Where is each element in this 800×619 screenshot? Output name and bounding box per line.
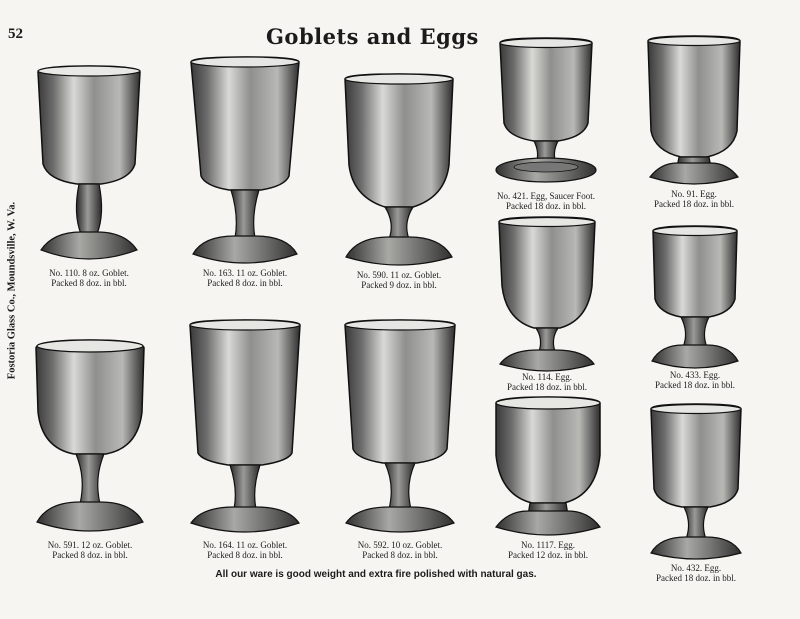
page-number: 52 <box>8 26 23 42</box>
caption-line2: Packed 9 doz. in bbl. <box>361 280 437 290</box>
goblet-110-illustration <box>35 64 143 266</box>
egg-421-illustration <box>494 37 598 187</box>
caption-110 <box>35 268 143 288</box>
egg-91-illustration <box>645 35 743 185</box>
caption-line2: Packed 8 doz. in bbl. <box>207 550 283 560</box>
footer-text: All our ware is good weight and extra fire polished with natural gas. <box>215 569 537 580</box>
publisher-side-text: Fostoria Glass Co., Moundsville, W. Va. <box>6 201 18 380</box>
goblet-591-illustration <box>34 338 146 538</box>
caption-line2: Packed 8 doz. in bbl. <box>51 278 127 288</box>
egg-432-illustration <box>648 403 744 561</box>
caption-line1: No. 163. 11 oz. Goblet. <box>202 268 288 278</box>
caption-line1: No. 590. 11 oz. Goblet. <box>356 270 442 280</box>
caption-line1: No. 592. 10 oz. Goblet. <box>357 540 443 550</box>
caption-line1: No. 114. Egg. <box>522 372 572 382</box>
egg-1117-illustration <box>492 395 604 539</box>
caption-line2: Packed 18 doz. in bbl. <box>507 382 587 392</box>
goblet-163-illustration <box>189 56 301 270</box>
egg-433-illustration <box>649 225 741 369</box>
caption-line2: Packed 18 doz. in bbl. <box>654 199 734 209</box>
caption-line1: No. 432. Egg. <box>670 563 722 573</box>
caption-1117 <box>492 540 604 560</box>
caption-line1: No. 110. 8 oz. Goblet. <box>49 268 129 278</box>
caption-line2: Packed 18 doz. in bbl. <box>656 573 736 583</box>
caption-163 <box>189 268 301 288</box>
caption-433 <box>641 370 749 390</box>
caption-line1: No. 1117. Egg. <box>520 540 576 550</box>
page-title: Goblets and Eggs <box>266 24 479 49</box>
caption-114 <box>493 372 601 392</box>
caption-91 <box>640 189 748 209</box>
goblet-164-illustration <box>188 319 302 539</box>
caption-line2: Packed 8 doz. in bbl. <box>362 550 438 560</box>
caption-592 <box>343 540 457 560</box>
footer-note <box>0 569 800 580</box>
caption-line1: No. 164. 11 oz. Goblet. <box>202 540 288 550</box>
caption-line1: No. 591. 12 oz. Goblet. <box>47 540 133 550</box>
caption-line2: Packed 18 doz. in bbl. <box>655 380 735 390</box>
caption-590 <box>343 270 455 290</box>
goblet-592-illustration <box>343 319 457 539</box>
caption-line2: Packed 8 doz. in bbl. <box>207 278 283 288</box>
caption-421 <box>488 191 604 211</box>
caption-line2: Packed 18 doz. in bbl. <box>506 201 586 211</box>
goblet-590-illustration <box>343 73 455 271</box>
caption-line1: No. 421. Egg, Saucer Foot. <box>497 191 595 201</box>
caption-line1: No. 433. Egg. <box>669 370 721 380</box>
caption-591 <box>34 540 146 560</box>
egg-114-illustration <box>496 216 598 372</box>
caption-line2: Packed 8 doz. in bbl. <box>52 550 128 560</box>
caption-line2: Packed 12 doz. in bbl. <box>508 550 588 560</box>
caption-164 <box>188 540 302 560</box>
caption-line1: No. 91. Egg. <box>671 189 717 199</box>
